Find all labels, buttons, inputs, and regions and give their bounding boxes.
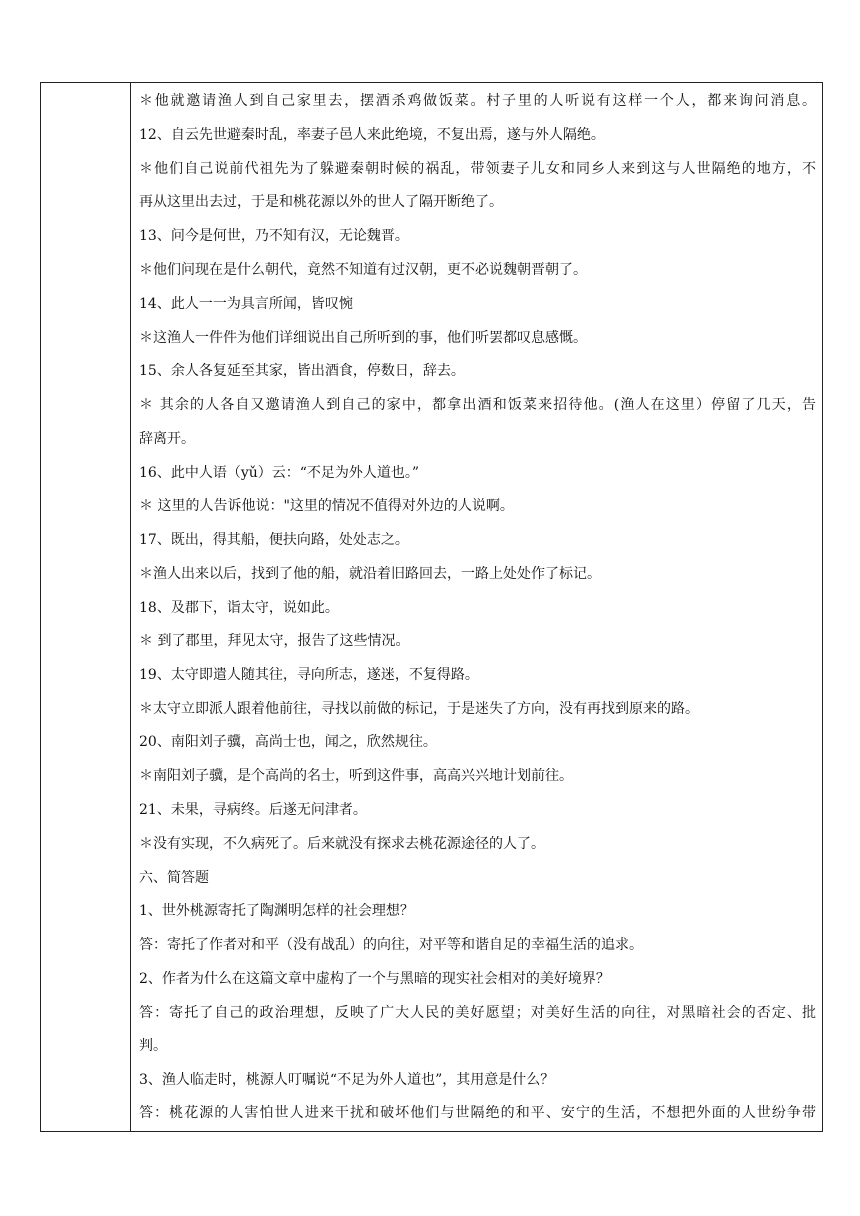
- text-line: 20、南阳刘子骥，高尚士也，闻之，欣然规往。: [139, 734, 437, 750]
- text-line: 19、太守即遣人随其往，寻向所志，遂迷，不复得路。: [139, 667, 479, 683]
- left-empty-column: [41, 83, 131, 1131]
- text-line: 14、此人一一为具言所闻，皆叹惋: [139, 296, 353, 312]
- section-heading: 六、简答题: [139, 870, 209, 886]
- text-column: [131, 83, 822, 1131]
- text-line: 21、未果，寻病终。后遂无问津者。: [139, 802, 367, 818]
- question: 3、渔人临走时，桃源人叮嘱说“不足为外人道也”，其用意是什么？: [139, 1072, 555, 1088]
- text-line: 12、自云先世避秦时乱，率妻子邑人来此绝境，不复出焉，遂与外人隔绝。: [139, 127, 605, 143]
- answer: 答：寄托了作者对和平（没有战乱）的向往，对平等和谐自足的幸福生活的追求。: [139, 937, 643, 953]
- text-line: ＊渔人出来以后，找到了他的船，就沿着旧路回去，一路上处处作了标记。: [139, 566, 601, 582]
- text-line: ＊他就邀请渔人到自己家里去，摆酒杀鸡做饭菜。村子里的人听说有这样一个人，都来询问消息。: [139, 93, 816, 109]
- text-line: 18、及郡下，诣太守，说如此。: [139, 600, 339, 616]
- text-line: 17、既出，得其船，便扶向路，处处志之。: [139, 532, 409, 548]
- text-line: ＊没有实现，不久病死了。后来就没有探求去桃花源途径的人了。: [139, 836, 545, 852]
- text-line: ＊ 其余的人各自又邀请渔人到自己的家中，都拿出酒和饭菜来招待他。(渔人在这里）停留了几天，告: [139, 397, 816, 413]
- answer: 判。: [139, 1038, 167, 1054]
- text-line: ＊南阳刘子骥，是个高尚的名士，听到这件事，高高兴兴地计划前往。: [139, 768, 573, 784]
- text-line: 辞离开。: [139, 431, 195, 447]
- text-line: 16、此中人语（yǔ）云：“不足为外人道也。”: [139, 465, 420, 481]
- answer: 答：寄托了自己的政治理想，反映了广大人民的美好愿望；对美好生活的向往，对黑暗社会的否定、批: [139, 1005, 816, 1021]
- text-line: ＊ 到了郡里，拜见太守，报告了这些情况。: [139, 633, 410, 649]
- text-line: ＊他们问现在是什么朝代，竟然不知道有过汉朝，更不必说魏朝晋朝了。: [139, 262, 587, 278]
- document-table: [40, 82, 823, 1132]
- text-line: ＊他们自己说前代祖先为了躲避秦朝时候的祸乱，带领妻子儿女和同乡人来到这与人世隔绝的地方，不: [139, 161, 816, 177]
- text-line: 15、余人各复延至其家，皆出酒食，停数日，辞去。: [139, 363, 465, 379]
- question: 2、作者为什么在这篇文章中虚构了一个与黑暗的现实社会相对的美好境界？: [139, 971, 610, 987]
- text-line: ＊这渔人一件件为他们详细说出自己所听到的事，他们听罢都叹息感慨。: [139, 330, 587, 346]
- question: 1、世外桃源寄托了陶渊明怎样的社会理想？: [139, 903, 414, 919]
- text-line: 13、问今是何世，乃不知有汉，无论魏晋。: [139, 228, 409, 244]
- text-line: 再从这里出去过，于是和桃花源以外的世人了隔开断绝了。: [139, 194, 503, 210]
- text-line: ＊ 这里的人告诉他说："这里的情况不值得对外边的人说啊。: [139, 498, 514, 514]
- text-line: ＊太守立即派人跟着他前往，寻找以前做的标记，于是迷失了方向，没有再找到原来的路。: [139, 701, 699, 717]
- answer: 答：桃花源的人害怕世人进来干扰和破坏他们与世隔绝的和平、安宁的生活，不想把外面的人世纷争带: [139, 1105, 816, 1121]
